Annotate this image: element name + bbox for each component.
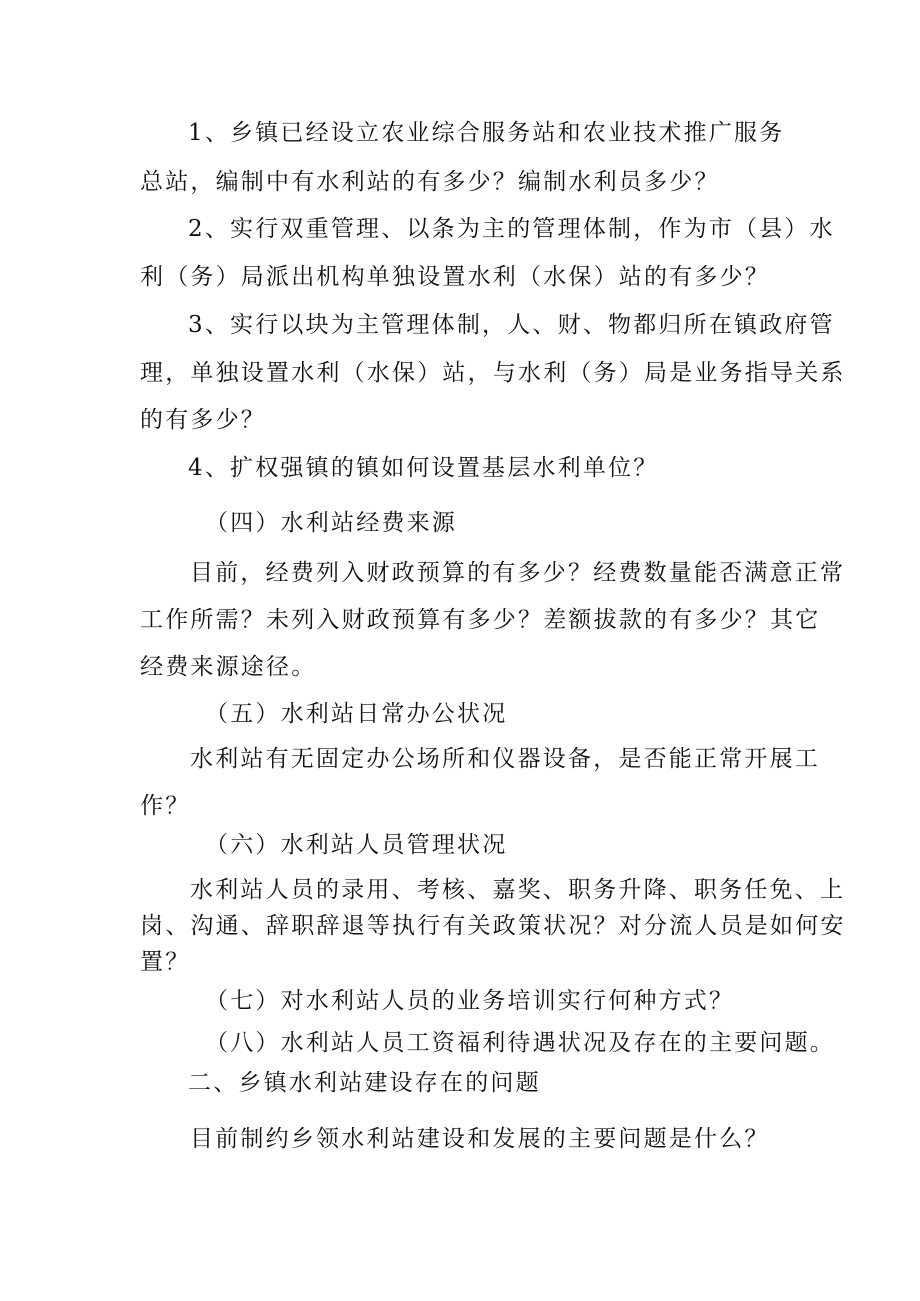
paragraph-line: 工作所需？未列入财政预算有多少？差额拔款的有多少？其它 — [140, 607, 821, 633]
section-heading: （六）水利站人员管理状况 — [205, 832, 508, 858]
section-heading: （四）水利站经费来源 — [205, 510, 457, 536]
paragraph-line: 3、实行以块为主管理体制，人、财、物都归所在镇政府管 — [188, 312, 835, 338]
paragraph-line: 4、扩权强镇的镇如何设置基层水利单位？ — [188, 455, 659, 481]
paragraph-line: 置？ — [140, 949, 191, 975]
paragraph-line: 的有多少？ — [140, 407, 266, 433]
paragraph-line: 总站，编制中有水利站的有多少？编制水利员多少？ — [140, 169, 720, 195]
paragraph-line: 岗、沟通、辞职辞退等执行有关政策状况？对分流人员是如何安 — [140, 913, 846, 939]
section-heading: （八）水利站人员工资福利待遇状况及存在的主要问题。 — [205, 1030, 835, 1056]
paragraph-line: 目前制约乡领水利站建设和发展的主要问题是什么？ — [190, 1126, 770, 1152]
paragraph-line: 利（务）局派出机构单独设置水利（水保）站的有多少？ — [140, 264, 770, 290]
paragraph-line: 经费来源途径。 — [140, 654, 317, 680]
paragraph-line: 2、实行双重管理、以条为主的管理体制，作为市（县）水 — [188, 216, 835, 242]
paragraph-line: 理，单独设置水利（水保）站，与水利（务）局是业务指导关系 — [140, 360, 846, 386]
paragraph-line: 水利站有无固定办公场所和仪器设备，是否能正常开展工 — [190, 746, 820, 772]
paragraph-line: 作？ — [140, 793, 191, 819]
paragraph-line: 1、乡镇已经设立农业综合服务站和农业技术推广服务 — [188, 120, 785, 146]
paragraph-line: 水利站人员的录用、考核、嘉奖、职务升降、职务任免、上 — [190, 877, 846, 903]
section-heading: （五）水利站日常办公状况 — [205, 701, 508, 727]
paragraph-line: 目前，经费列入财政预算的有多少？经费数量能否满意正常 — [190, 560, 846, 586]
chapter-heading: 二、乡镇水利站建设存在的问题 — [188, 1070, 541, 1096]
section-heading: （七）对水利站人员的业务培训实行何种方式？ — [205, 988, 735, 1014]
